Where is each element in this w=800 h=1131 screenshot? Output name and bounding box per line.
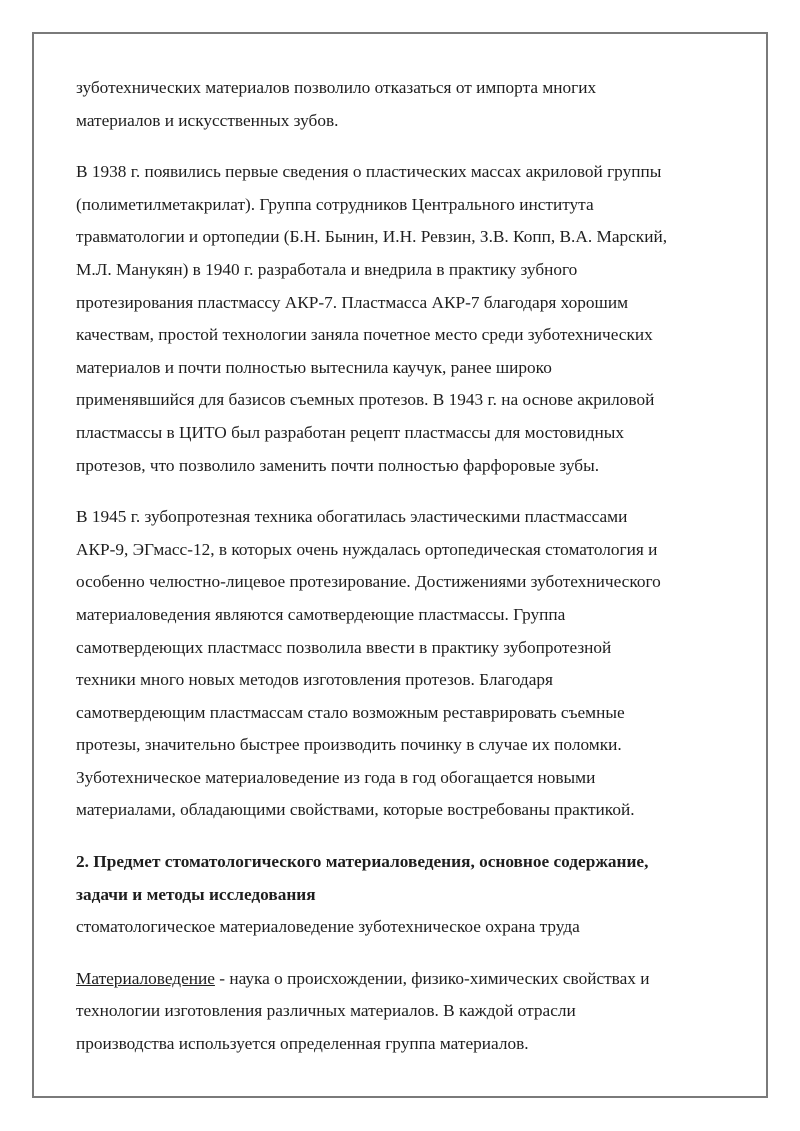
text-line: пластмассы в ЦИТО был разработан рецепт пластмассы для мостовидных — [76, 422, 624, 442]
text-line: производства используется определенная группа материалов. — [76, 1034, 529, 1054]
text-line: качествам, простой технологии заняла почетное место среди зуботехнических — [76, 325, 653, 345]
document-body — [76, 72, 736, 1061]
keywords-line: стоматологическое материаловедение зуботехническое охрана труда — [76, 917, 580, 937]
definition-paragraph — [76, 963, 736, 1061]
text-line: (полиметилметакрилат). Группа сотрудников Центрального института — [76, 194, 594, 214]
text-line: В 1938 г. появились первые сведения о пластических массах акриловой группы — [76, 162, 662, 182]
text-line: протезов, что позволило заменить почти полностью фарфоровые зубы. — [76, 455, 600, 475]
text-line: протезирования пластмассу АКР-7. Пластмасса АКР-7 благодаря хорошим — [76, 292, 629, 312]
text-line: М.Л. Манукян) в 1940 г. разработала и внедрила в практику зубного — [76, 259, 578, 279]
paragraph-continuation — [76, 72, 736, 137]
text-line: В 1945 г. зубопротезная техника обогатилась эластическими пластмассами — [76, 507, 628, 527]
heading-line: 2. Предмет стоматологического материаловедения, основное содержание, — [76, 852, 649, 872]
text-line: зуботехнических материалов позволило отказаться от импорта многих — [76, 78, 597, 97]
text-line: технологии изготовления различных материалов. В каждой отрасли — [76, 1001, 576, 1021]
text-line: применявшийся для базисов съемных протезов. В 1943 г. на основе акриловой — [76, 390, 655, 410]
paragraph-1938 — [76, 156, 736, 482]
paragraph-1945 — [76, 501, 736, 827]
text-line: материаловедения являются самотвердеющие пластмассы. Группа — [76, 604, 566, 624]
text-line: материалов и искусственных зубов. — [76, 110, 339, 130]
text-line: особенно челюстно-лицевое протезирование. Достижениями зуботехнического — [76, 572, 661, 592]
text-line: протезы, значительно быстрее производить починку в случае их поломки. — [76, 735, 622, 755]
text-line: Зуботехническое материаловедение из года в год обогащается новыми — [76, 767, 596, 787]
text-line: техники много новых методов изготовления протезов. Благодаря — [76, 670, 553, 690]
text-line: АКР-9, ЭГмасс-12, в которых очень нуждалась ортопедическая стоматология и — [76, 539, 658, 559]
defined-term: Материаловедение — [76, 968, 215, 988]
text-line: материалами, обладающими свойствами, которые востребованы практикой. — [76, 800, 635, 820]
heading-line: задачи и методы исследования — [76, 884, 316, 904]
section-heading — [76, 846, 736, 911]
definition-text: - наука о происхождении, физико-химических свойствах и — [214, 968, 650, 988]
text-line: материалов и почти полностью вытеснила каучук, ранее широко — [76, 357, 552, 377]
text-line: самотвердеющих пластмасс позволила ввести в практику зубопротезной — [76, 637, 612, 657]
text-line: самотвердеющим пластмассам стало возможным реставрировать съемные — [76, 702, 625, 722]
text-line — [76, 963, 736, 996]
text-line: травматологии и ортопедии (Б.Н. Бынин, И.Н. Ревзин, З.В. Копп, В.А. Марский, — [76, 227, 668, 247]
